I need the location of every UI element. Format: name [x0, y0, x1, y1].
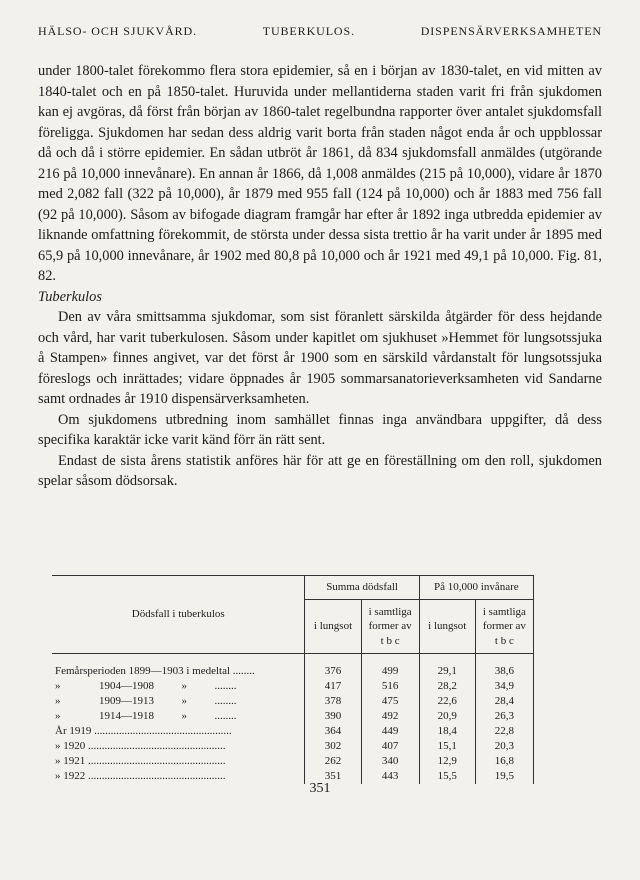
cell-lungsot-per: 15,5	[419, 769, 475, 784]
row-label: » 1921 ..................................................	[55, 754, 226, 767]
row-header: Dödsfall i tuberkulos	[131, 608, 225, 621]
col-samtliga-1-line1: i samtliga	[368, 606, 412, 619]
cell-samtliga-per: 28,4	[475, 694, 533, 709]
cell-lungsot-per: 18,4	[419, 724, 475, 739]
cell-lungsot: 302	[305, 739, 361, 754]
row-label: År 1919 ..................................................	[55, 724, 232, 737]
table-row	[52, 664, 534, 679]
table-row	[52, 724, 534, 739]
col-samtliga-2-line3: t b c	[494, 634, 514, 647]
cell-lungsot: 417	[305, 679, 361, 694]
col-samtliga-1	[361, 600, 419, 654]
header-left: HÄLSO- OCH SJUKVÅRD.	[38, 24, 198, 38]
col-samtliga-1-line2: former av	[368, 620, 412, 633]
page-number: 351	[309, 781, 331, 796]
cell-samtliga-per: 19,5	[475, 769, 533, 784]
col-samtliga-2	[475, 600, 533, 654]
table-row	[52, 754, 534, 769]
cell-samtliga-per: 34,9	[475, 679, 533, 694]
table-row	[52, 709, 534, 724]
col-samtliga-1-line3: t b c	[380, 634, 400, 647]
cell-lungsot: 376	[305, 664, 361, 679]
row-label: » 1909—1913 » ........	[55, 694, 237, 707]
section-title: Tuberkulos	[38, 288, 102, 305]
cell-lungsot: 390	[305, 709, 361, 724]
cell-lungsot-per: 28,2	[419, 679, 475, 694]
cell-samtliga: 492	[361, 709, 419, 724]
row-label: » 1904—1908 » ........	[55, 679, 237, 692]
cell-samtliga-per: 38,6	[475, 664, 533, 679]
paragraph-cholera-history: under 1800-talet förekommo flera stora epidemier, så en i början av 1830-talet, en vid mitten av 1840-talet och en på 1850-talet. Huruvida under mellantiderna staden varit fri från sjukdomen kan ej avgöras, då först från början av 1860-talet regelbundna rapporter över antalet sjukdomsfall föreligga. Sjukdomen har sedan dess aldrig varit borta från staden något enda år och uppblossar då och då i större epidemier. En sådan utbröt år 1861, då 834 sjukdomsfall anmäldes (utgörande 216 på 10,000 innevånare). En annan år 1866, då 1,008 anmäldes (215 på 10,000), vidare år 1870 med 2,082 fall (322 på 10,000), år 1879 med 955 fall (124 på 10,000) och år 1883 med 756 fall (92 på 10,000). Såsom av bifogade diagram framgår har efter år 1892 inga utbredda epidemier av liknande omfattning förekommit, de största under dessa sista trettio år ha varit under år 1895 med 65,9 på 10,000 innevånare, år 1902 med 80,8 på 10,000 och år 1921 med 49,1 på 10,000. Fig. 81, 82.	[38, 63, 602, 284]
cell-lungsot-per: 12,9	[419, 754, 475, 769]
table-row	[52, 694, 534, 709]
paragraph-tuberculosis-intro: Den av våra smittsamma sjukdomar, som sist föranlett särskilda åtgärder för dess hejdande och vård, har varit tuberkulosen. Såsom under kapitlet om sjukhuset »Hemmet för lungsotssjuka å Stampen» finnes angivet, var det först år 1900 som en särskild vårdanstalt för lungsotssjuka föreslogs och inrättades; vidare öppnades år 1905 sommarsanatorieverksamheten vid Sandarne samt ordnades år 1910 dispensärverksamheten.	[38, 309, 602, 407]
cell-lungsot-per: 15,1	[419, 739, 475, 754]
paragraph-spread: Om sjukdomens utbredning inom samhället finnas inga användbara uppgifter, då dess specifika karaktär icke varit känd förr än rätt sent.	[38, 411, 602, 448]
header-center: TUBERKULOS.	[262, 24, 355, 38]
cell-samtliga: 499	[361, 664, 419, 679]
cell-samtliga: 475	[361, 694, 419, 709]
col-samtliga-2-line2: former av	[482, 620, 526, 633]
cell-samtliga-per: 26,3	[475, 709, 533, 724]
row-label: Femårsperioden 1899—1903 i medeltal ........	[55, 664, 255, 677]
table-row	[52, 739, 534, 754]
cell-lungsot: 351	[305, 769, 361, 784]
cell-lungsot: 262	[305, 754, 361, 769]
header-right: DISPENSÄRVERKSAMHETEN	[420, 24, 602, 38]
body-text	[38, 61, 602, 492]
cell-lungsot-per: 20,9	[419, 709, 475, 724]
cell-lungsot-per: 29,1	[419, 664, 475, 679]
group-summa-dodsfall: Summa dödsfall	[305, 576, 419, 600]
cell-samtliga-per: 16,8	[475, 754, 533, 769]
paragraph-statistics: Endast de sista årens statistik anföres här för att ge en föreställning om den roll, sjukdomen spelar såsom dödsorsak.	[38, 452, 602, 489]
cell-samtliga-per: 22,8	[475, 724, 533, 739]
row-header-cell	[52, 576, 305, 654]
tuberculosis-deaths-table	[52, 575, 534, 784]
col-samtliga-2-line1: i samtliga	[482, 606, 526, 619]
table-row	[52, 679, 534, 694]
cell-samtliga: 516	[361, 679, 419, 694]
cell-lungsot-per: 22,6	[419, 694, 475, 709]
cell-lungsot: 364	[305, 724, 361, 739]
row-label: » 1914—1918 » ........	[55, 709, 237, 722]
cell-samtliga: 443	[361, 769, 419, 784]
group-per-10000: På 10,000 invånare	[419, 576, 533, 600]
cell-samtliga: 340	[361, 754, 419, 769]
row-label: » 1920 ..................................................	[55, 739, 226, 752]
cell-lungsot: 378	[305, 694, 361, 709]
cell-samtliga-per: 20,3	[475, 739, 533, 754]
col-lungsot-1: i lungsot	[305, 600, 361, 654]
col-lungsot-2: i lungsot	[419, 600, 475, 654]
cell-samtliga: 449	[361, 724, 419, 739]
row-label: » 1922 ..................................................	[55, 769, 226, 782]
cell-samtliga: 407	[361, 739, 419, 754]
running-header	[38, 24, 602, 39]
